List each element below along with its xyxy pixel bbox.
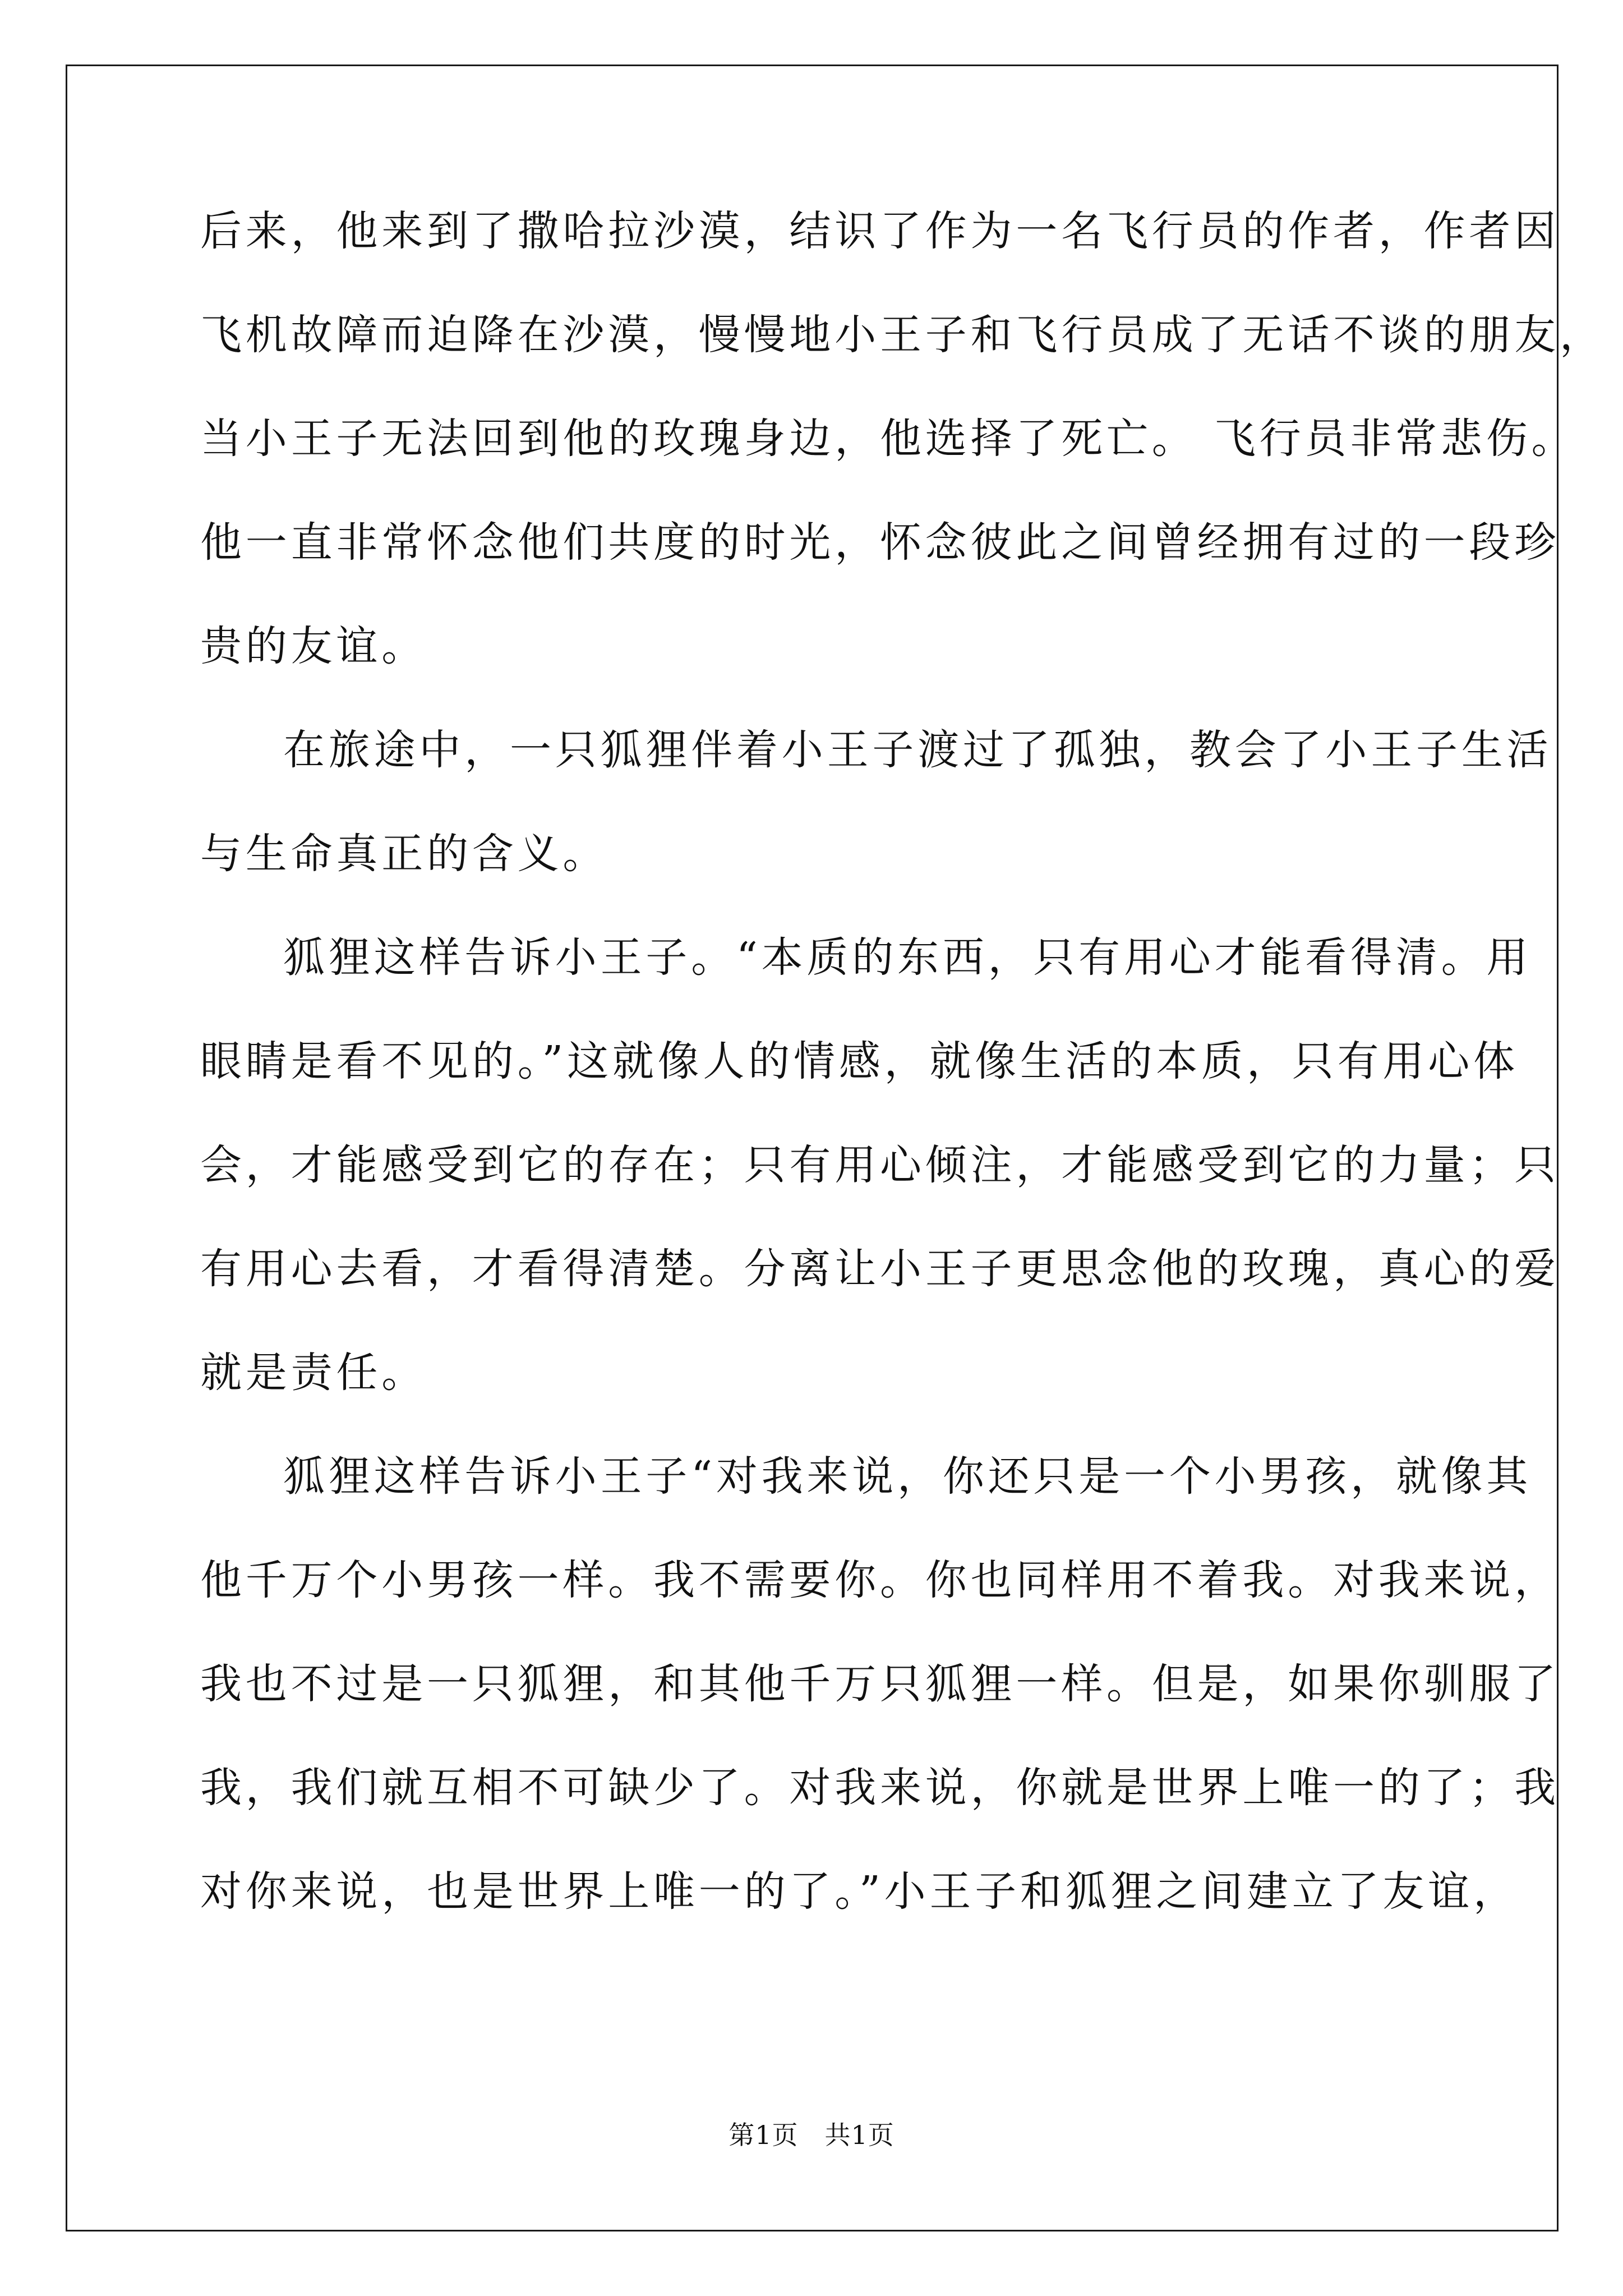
paragraph-first-line: 在旅途中，一只狐狸伴着小王子渡过了孤独，教会了小王子生活 [283, 726, 1552, 774]
text-line: 我也不过是一只狐狸，和其他千万只狐狸一样。但是，如果你驯服了 [200, 1660, 1560, 1708]
text-line: 有用心去看，才看得清楚。分离让小王子更思念他的玫瑰，真心的爱 [200, 1245, 1560, 1293]
text-line: 当小王子无法回到他的玫瑰身边，他选择了死亡。 飞行员非常悲伤。 [200, 415, 1577, 463]
text-line: 后来，他来到了撒哈拉沙漠，结识了作为一名飞行员的作者，作者因 [200, 207, 1560, 255]
text-line: 与生命真正的含义。 [200, 830, 608, 878]
text-line: 就是责任。 [200, 1349, 427, 1397]
text-line: 他千万个小男孩一样。我不需要你。你也同样用不着我。对我来说， [200, 1556, 1560, 1604]
text-line: 对你来说，也是世界上唯一的了。”小王子和狐狸之间建立了友谊， [200, 1867, 1519, 1916]
text-line: 我，我们就互相不可缺少了。对我来说，你就是世界上唯一的了；我 [200, 1764, 1560, 1812]
page-number-footer: 第1页 共1页 [728, 2120, 895, 2150]
text-line: 飞机故障而迫降在沙漠，慢慢地小王子和飞行员成了无话不谈的朋友， [200, 311, 1605, 359]
text-line: 贵的友谊。 [200, 622, 427, 670]
text-line: 眼睛是看不见的。”这就像人的情感，就像生活的本质，只有用心体 [200, 1037, 1519, 1085]
text-line: 会，才能感受到它的存在；只有用心倾注，才能感受到它的力量；只 [200, 1141, 1560, 1189]
paragraph-first-line: 狐狸这样告诉小王子“对我来说，你还只是一个小男孩，就像其 [283, 1452, 1532, 1501]
paragraph-first-line: 狐狸这样告诉小王子。“本质的东西，只有用心才能看得清。用 [283, 933, 1532, 982]
text-line: 他一直非常怀念他们共度的时光，怀念彼此之间曾经拥有过的一段珍 [200, 518, 1560, 567]
